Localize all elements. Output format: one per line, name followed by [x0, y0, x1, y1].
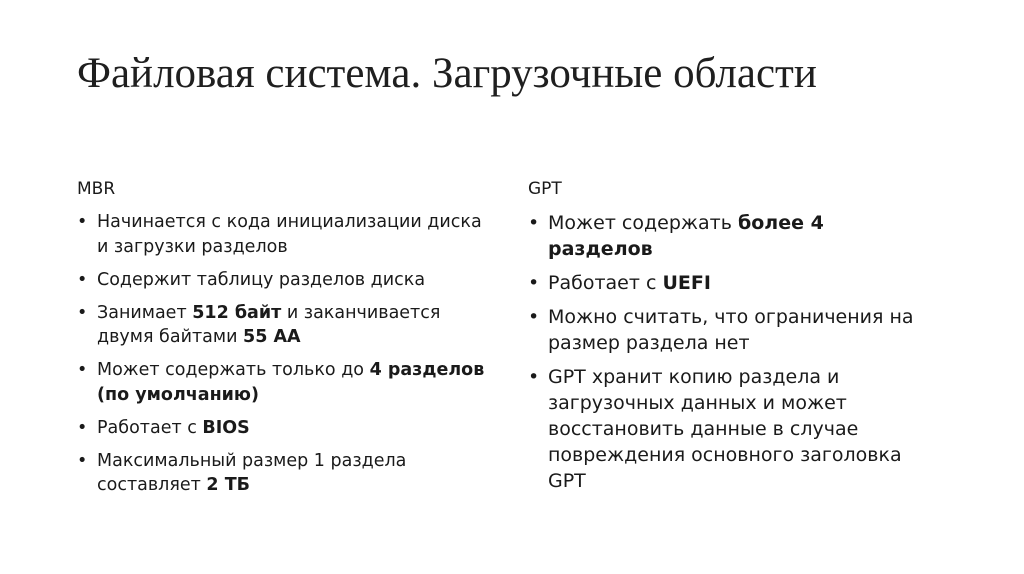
mbr-item-code-init: [77, 210, 497, 259]
gpt-heading: GPT: [528, 179, 562, 199]
mbr-item-max-size: [77, 449, 497, 498]
gpt-item-text: GPT хранит копию раздела и загрузочных данных и может восстановить данные в случае повреждения основного заголовка GPT: [548, 366, 902, 492]
mbr-column: [77, 178, 497, 506]
gpt-item-size-limit: [528, 304, 928, 356]
gpt-item-backup: [528, 364, 928, 494]
mbr-item-bold: 4 разделов (по умолчанию): [97, 360, 485, 405]
mbr-item-text: Может содержать только до: [97, 360, 370, 380]
mbr-list: [77, 210, 497, 498]
mbr-item-partitions-limit: [77, 358, 497, 407]
gpt-item-partitions: [528, 210, 928, 262]
mbr-item-bold: BIOS: [202, 417, 250, 438]
gpt-item-text: Работает с: [548, 272, 663, 294]
mbr-heading: MBR: [77, 179, 116, 199]
gpt-list: [528, 210, 928, 494]
gpt-item-bold: UEFI: [662, 272, 711, 294]
gpt-item-text: Может содержать: [548, 212, 738, 234]
mbr-item-text: Максимальный размер 1 раздела составляет: [97, 450, 407, 495]
mbr-item-text: Содержит таблицу разделов диска: [97, 269, 426, 290]
gpt-column: [528, 178, 928, 502]
gpt-item-uefi: [528, 270, 928, 296]
mbr-item-text: и заканчивается двумя байтами: [97, 302, 441, 347]
mbr-item-text: Занимает: [97, 302, 193, 323]
slide-title: Файловая система. Загрузочные области: [77, 50, 817, 97]
mbr-item-size: [77, 301, 497, 350]
mbr-item-text: Начинается с кода инициализации диска и загрузки разделов: [97, 212, 482, 257]
mbr-item-partition-table: [77, 268, 497, 293]
mbr-item-bold: 512 байт: [192, 302, 282, 323]
gpt-item-bold: более 4 разделов: [548, 212, 824, 260]
mbr-item-bold: 55 AA: [243, 327, 301, 347]
gpt-item-text: Можно считать, что ограничения на размер раздела нет: [548, 306, 914, 354]
mbr-item-bold: 2 ТБ: [206, 475, 250, 495]
mbr-item-text: Работает с: [97, 417, 203, 438]
mbr-item-bios: [77, 416, 497, 441]
